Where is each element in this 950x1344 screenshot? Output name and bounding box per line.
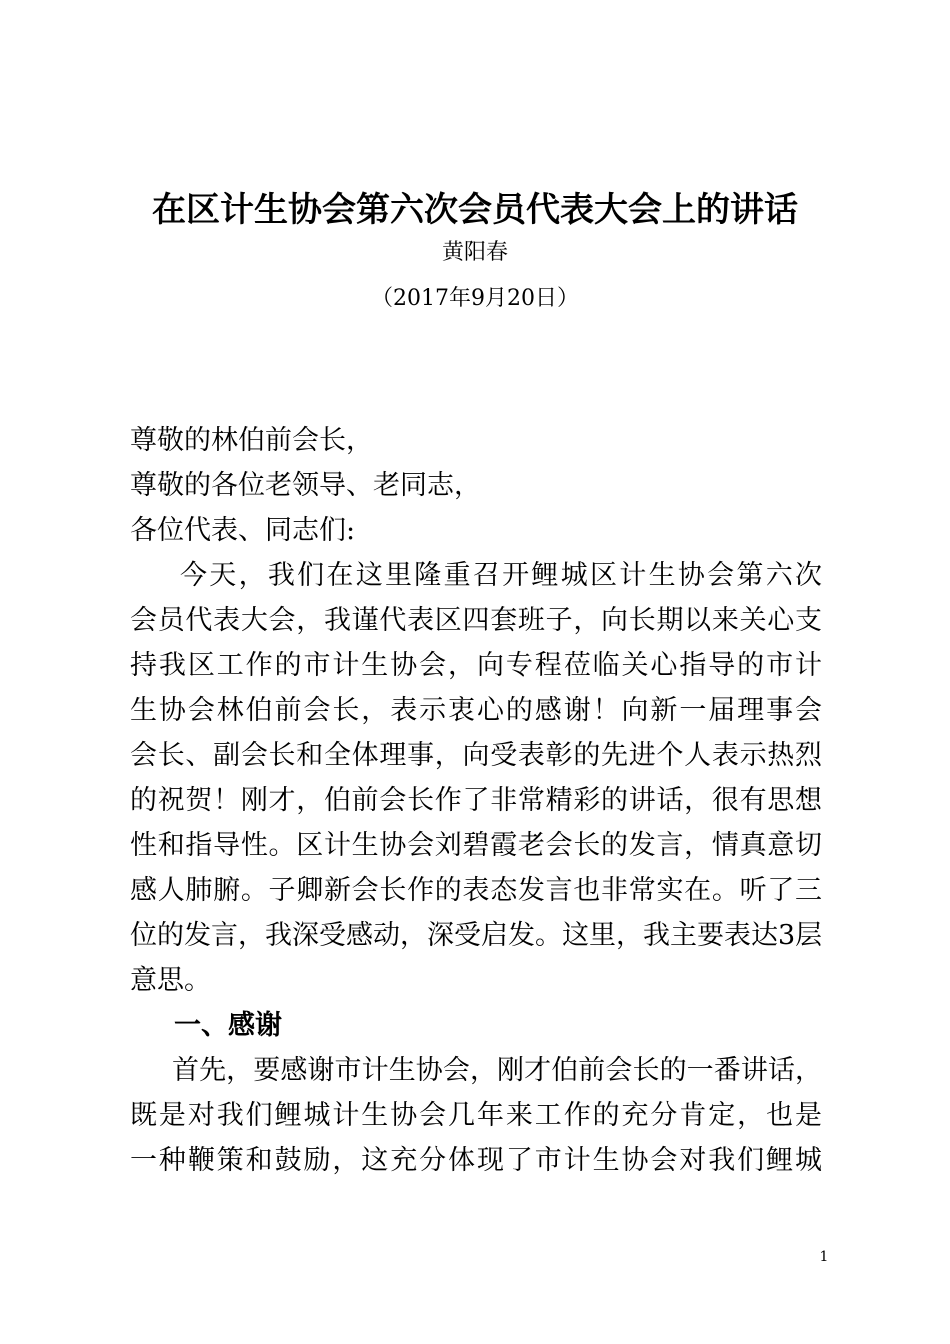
paragraph-line: 既是对我们鲤城计生协会几年来工作的充分肯定，也是 <box>130 1100 822 1131</box>
section-heading: 一、感谢 <box>174 1010 282 1041</box>
document-title: 在区计生协会第六次会员代表大会上的讲话 <box>152 190 798 230</box>
paragraph-line: 今天，我们在这里隆重召开鲤城区计生协会第六次 <box>180 560 822 591</box>
paragraph-line: 感人肺腑。子卿新会长作的表态发言也非常实在。听了三 <box>130 875 822 906</box>
paragraph-line: 性和指导性。区计生协会刘碧霞老会长的发言，情真意切 <box>130 830 822 861</box>
salutation-line: 尊敬的林伯前会长， <box>130 425 373 456</box>
paragraph-line: 位的发言，我深受感动，深受启发。这里，我主要表达3层 <box>130 920 823 951</box>
paragraph-line: 一种鞭策和鼓励，这充分体现了市计生协会对我们鲤城 <box>130 1145 822 1176</box>
document-body <box>130 418 822 1183</box>
author-name: 黄阳春 <box>441 240 508 265</box>
salutation-line: 尊敬的各位老领导、老同志， <box>130 470 481 501</box>
paragraph-line: 首先，要感谢市计生协会，刚才伯前会长的一番讲话， <box>172 1055 822 1086</box>
paragraph-line: 意思。 <box>130 965 211 996</box>
paragraph-line: 持我区工作的市计生协会，向专程莅临关心指导的市计 <box>130 650 822 681</box>
page-number: 1 <box>819 1249 829 1265</box>
paragraph-line: 会员代表大会，我谨代表区四套班子，向长期以来关心支 <box>130 605 822 636</box>
paragraph-line: 的祝贺！刚才，伯前会长作了非常精彩的讲话，很有思想 <box>130 785 822 816</box>
salutation-line: 各位代表、同志们: <box>130 515 356 546</box>
speech-date: （2017年9月20日） <box>371 286 579 311</box>
paragraph-line: 生协会林伯前会长，表示衷心的感谢！向新一届理事会 <box>130 695 822 726</box>
paragraph-line: 会长、副会长和全体理事，向受表彰的先进个人表示热烈 <box>130 740 822 771</box>
